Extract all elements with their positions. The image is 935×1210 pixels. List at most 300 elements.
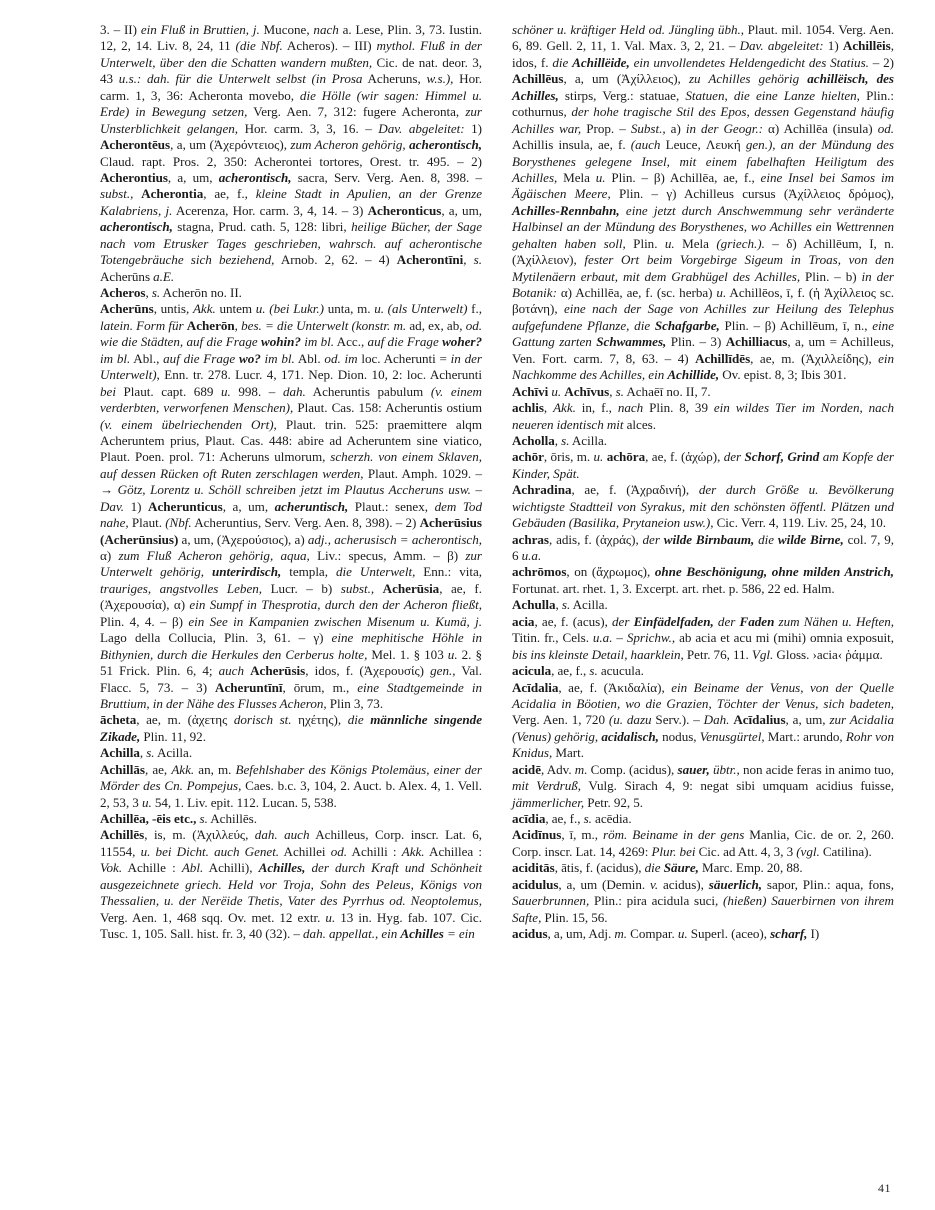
entry-text: wo? <box>238 350 261 366</box>
entry-text: a) <box>665 120 686 136</box>
entry-headword: Acherontīni <box>396 252 464 268</box>
entry-text: Acheruntius, Serv. Verg. Aen. 8, 398). – 2) <box>191 515 420 531</box>
entry-text: acidalisch, <box>601 728 659 744</box>
entry-text: , a, um, <box>167 169 219 185</box>
entry-headword: Acherūns <box>100 301 154 317</box>
entry-text: in der Botanik: <box>512 268 894 300</box>
entry-text: Plin. – γ) Achilleus cursus (Ἀχίλλειος δρόμος), <box>610 186 894 202</box>
entry-headword: achlis <box>512 400 544 416</box>
entry-text: wilde Birne, <box>777 531 844 547</box>
entry-text: scharf, <box>770 926 808 942</box>
entry-text: dem Tod nahe, <box>100 498 482 531</box>
entry-text: Manlia, Cic. de or. 2, 260. Corp. inscr. Lat. 14, 4269: <box>512 827 894 859</box>
entry-text: Achilleus, Corp. inscr. Lat. 6, 11554, <box>100 827 483 859</box>
entry-headword: achrōmos <box>512 564 567 580</box>
entry-text: u. <box>220 383 231 399</box>
entry-text: , ae, m. (ἀχετης <box>136 712 234 728</box>
entry-headword: Acholla <box>512 432 555 448</box>
entry-headword: Acidīnus <box>512 827 562 843</box>
entry-text: subst., <box>100 186 134 202</box>
entry-text: im bl. <box>260 350 295 366</box>
entry-text: u. (bei Lukr.) <box>255 301 325 317</box>
entry-text: Schorf, Grind <box>744 449 820 465</box>
dictionary-entry <box>512 449 894 482</box>
entry-text: Mart.: arundo, <box>764 728 846 744</box>
entry-text: u.a. – Sprichw., <box>592 630 676 646</box>
entry-text: der hohe tragische Stil des Epos, dessen Gegenstand häufig Achilles war, <box>512 104 894 136</box>
entry-text: , a, um (Ἀχίλλειος), <box>563 71 689 87</box>
entry-text: , ae, f., <box>203 186 256 202</box>
entry-text: auf die Frage <box>367 334 443 350</box>
entry-text: nodus, <box>658 728 700 744</box>
entry-headword: Achillēs <box>100 827 145 843</box>
entry-text: Plin. <box>625 235 665 251</box>
entry-text: schöner u. kräftiger Held od. Jüngling übh., <box>512 22 744 37</box>
left-text-column <box>100 22 482 943</box>
entry-text: , ae, f. (acus), <box>534 613 613 629</box>
entry-headword: Achilla <box>100 745 140 761</box>
entry-text: Verg. Aen. 1, 720 <box>512 712 609 728</box>
entry-text: Dah. <box>703 712 730 728</box>
entry-text: – 2) <box>868 54 895 70</box>
entry-headword: Acherōn <box>186 317 235 333</box>
entry-text: der <box>713 613 740 629</box>
entry-text: auch <box>218 663 244 679</box>
entry-text: , ōrum, m., <box>282 679 358 695</box>
entry-text: Faden <box>739 613 775 629</box>
entry-text: a. Lese, Plin. 3, 73. Iustin. 12, 2, 14. Liv. 8, 24, 11 <box>100 22 483 54</box>
entry-text: Plaut.: senex, <box>348 498 435 514</box>
entry-text: Befehlshaber des Königs Ptolemäus, einer der Mörder des Cn. Pompejus, <box>100 761 482 794</box>
entry-headword: Acheruntīnī <box>215 679 283 695</box>
entry-text: scherzh. von einem Sklaven, auf dessen Rücken oft Ruten zerschlagen werden, <box>100 449 483 481</box>
entry-text: Plin. – β) Achillēum, ī, n., <box>719 317 873 333</box>
entry-text: dah. auch <box>254 827 310 843</box>
entry-text: eine Stadtgemeinde in Bruttium, in der Nähe des Flusses Acheron, <box>100 679 482 711</box>
entry-text: Achillēos, ī, f. (ἡ Ἀχίλλειος sc. βοτάνη), <box>512 285 895 317</box>
entry-text: Plin. – β) Achillēa, ae, f., <box>605 169 761 185</box>
entry-text: , is, m. (Ἀχιλλεύς, <box>144 827 255 843</box>
entry-text: Achillëide, <box>572 54 630 70</box>
entry-headword: acicula <box>512 663 552 679</box>
entry-text: , ae, f. (Ἀκιδαλία), <box>558 679 672 695</box>
entry-text: u. <box>664 235 675 251</box>
entry-text: wilde Birnbaum, <box>663 531 755 547</box>
entry-text: kleine Stadt in Apulien, an der Grenze Kalabriens, j. <box>100 186 482 218</box>
entry-text: zu Achilles gehörig <box>688 71 808 87</box>
entry-text: s. <box>615 383 624 399</box>
entry-text: u. <box>141 794 152 810</box>
entry-text: Serv.). – <box>651 712 704 728</box>
entry-text: acēdia. <box>591 811 632 826</box>
entry-text: Arnob. 2, 62. – 4) <box>274 252 397 268</box>
entry-text: , a, um, <box>222 498 275 514</box>
entry-text: , a, um, <box>785 712 830 728</box>
entry-text: Mel. 1. § 103 <box>367 646 448 662</box>
entry-text: gen.), an der Mündung des Borysthenes gelegene Insel, mit einem fabelhaften Heiligtum des Achilles, <box>512 137 895 185</box>
entry-text: ohne Beschönigung, ohne milden Anstrich, <box>654 564 894 580</box>
entry-text: Lago della Collucia, Plin. 3, 61. – γ) <box>100 630 332 646</box>
entry-text: Plaut. capt. 689 <box>115 383 221 399</box>
entry-text <box>374 581 383 596</box>
entry-headword: Acīdalia <box>512 679 559 695</box>
entry-text: , ae, f. (Ἀχερουσία), α) <box>100 580 482 613</box>
entry-text: nach <box>617 400 644 416</box>
entry-text: Petr. 76, 11. <box>683 646 752 662</box>
entry-text: , <box>139 745 147 761</box>
dictionary-entry <box>512 482 894 531</box>
entry-headword: Acheronticus <box>367 202 442 218</box>
entry-text: Cic. ad Att. 4, 3, 3 <box>695 843 797 859</box>
entry-text: , <box>609 383 616 399</box>
entry-text: Caes. b.c. 3, 104, 2. Auct. b. Alex. 4, 1. Vell. 2, 53, 3 <box>100 778 482 810</box>
dictionary-entry <box>100 285 482 301</box>
entry-headword: achōr <box>512 449 544 465</box>
entry-text: Titin. fr., Cels. <box>512 630 593 646</box>
entry-text: Achillei <box>279 843 331 859</box>
entry-text: s. <box>589 663 598 679</box>
entry-text: , Adv. <box>541 761 575 777</box>
entry-headword: Achilliacus <box>725 334 788 350</box>
entry-text: ein Beiname der Venus, von der Quelle Acidalia in Böotien, wo die Grazien, Töchter der Venus, sich badeten, <box>512 679 894 711</box>
entry-text: Plaut. mil. 1054. Verg. Aen. 6, 89. Gell. 2, 11, 1. Val. Max. 3, 2, 21. – <box>512 22 894 54</box>
entry-text: woher? <box>442 334 482 350</box>
entry-text: acherontisch, <box>409 137 482 153</box>
dictionary-entry <box>512 827 894 860</box>
entry-headword: ācheta <box>100 712 137 728</box>
entry-text: zur Unsterblichkeit gelangen, <box>100 104 483 136</box>
entry-text: , ae, <box>144 761 172 777</box>
entry-text: Plin. – b) <box>800 268 862 284</box>
entry-text: Venusgürtel, <box>699 728 765 744</box>
entry-text: Achaēī no. II, 7. <box>623 383 711 399</box>
entry-text: Fortunat. art. rhet. 1, 3. Excerpt. art. rhet. p. 586, 22 ed. Halm. <box>512 580 835 596</box>
entry-text: Acheruntis pabulum <box>305 383 431 399</box>
entry-text: Achillide, <box>667 367 720 383</box>
entry-text: , <box>463 252 474 268</box>
entry-text: 13 in. Hyg. fab. 107. Cic. Tusc. 1, 105. Sall. hist. fr. 3, 40 (32). – <box>100 909 482 942</box>
entry-text: Acherōn no. II. <box>160 285 242 300</box>
entry-text: Hor. carm. 1, 3, 36: Acheronta movebo, <box>100 71 482 103</box>
entry-text: röm. Beiname in der gens <box>603 827 745 843</box>
entry-text: u. bei Dicht. auch Genet. <box>140 843 280 859</box>
dictionary-entry <box>512 22 894 384</box>
entry-text: Akk. <box>192 301 216 317</box>
entry-text: wohin? <box>261 334 301 350</box>
entry-text: , <box>555 597 562 613</box>
entry-text: achillëisch, des Achilles, <box>512 71 894 103</box>
entry-text: Achilli), <box>203 860 259 876</box>
entry-text: , Enn. tr. 278. Lucr. 4, 171. Nep. Dion. 10, 2: loc. Acherunti <box>156 367 482 383</box>
entry-text: übtr., <box>709 761 740 777</box>
entry-text: dah. <box>282 383 306 399</box>
entry-text: Schafgarbe, <box>654 317 720 333</box>
entry-text: loc. Acherunti = <box>357 350 451 366</box>
entry-text: Vgl. <box>751 646 774 662</box>
entry-text: Acherūns <box>100 268 154 284</box>
entry-headword: Acherūsius (Acherūnsius) <box>100 515 482 547</box>
entry-text: – δ) Achillēum, I, n. (Ἀχίλλειον), <box>512 235 894 268</box>
entry-text: jämmerlicher, <box>512 794 585 810</box>
entry-text: 3. – II) <box>100 22 141 37</box>
entry-text: acheruntisch, <box>274 498 349 514</box>
entry-text: nach <box>313 22 339 37</box>
two-column-layout <box>100 22 895 943</box>
entry-text: am Kopfe der Kinder, Spät. <box>512 449 894 481</box>
entry-text: Plin. – 3) <box>666 334 726 350</box>
dictionary-entry <box>100 827 482 942</box>
page-number: 41 <box>878 1181 891 1195</box>
entry-text: ein See in Kampanien zwischen Misenum u. Kumä, j. <box>188 613 482 629</box>
entry-text: , <box>145 285 152 300</box>
entry-text: , ōris, m. <box>543 449 594 465</box>
entry-text: ein wildes Tier im Norden, nach neueren identisch mit <box>512 400 894 432</box>
entry-text: in der Geogr.: <box>685 120 763 136</box>
entry-text: Vulg. Sirach 4, 9: negat sibi umquam acidius fuisse, <box>581 778 895 794</box>
dictionary-entry <box>512 926 894 942</box>
entry-text: (v. einem übelriechenden Ort), <box>100 416 277 432</box>
entry-text: der durch Kraft und Schönheit ausgezeichnete griech. Held vor Troja, Sohn des Peleus, Königs von Thessalien, u. der Nerëide Thetis, Vater des Pyrrhus od. Neoptolemus, <box>100 860 482 909</box>
entry-text: Catilina). <box>819 843 872 859</box>
entry-text: in, f., <box>575 400 618 416</box>
entry-text: u. <box>716 285 727 300</box>
entry-text: in der Unterwelt) <box>100 350 482 383</box>
entry-text: Plaut. Amph. 1029. – → <box>100 465 482 498</box>
entry-text: sapor, Plin.: aqua, fons, <box>762 876 894 892</box>
entry-text: Acerenza, Hor. carm. 3, 4, 14. – 3) <box>172 202 368 218</box>
entry-text: Mela <box>674 235 717 251</box>
entry-text: an, m. <box>194 761 236 777</box>
entry-headword: Acherūsia <box>382 580 440 596</box>
entry-text: (u. dazu <box>608 712 652 728</box>
entry-text: eine Insel bei Samos im Ägäischen Meere, <box>512 169 895 202</box>
entry-text: 54, 1. Liv. epit. 112. Lucan. 5, 538. <box>151 794 337 810</box>
entry-text: u. <box>551 383 562 399</box>
entry-text: Rohr von Knidus, <box>512 728 894 761</box>
entry-text: f., <box>467 301 483 317</box>
entry-text: , ae, m. (Ἀχιλλείδης), <box>750 350 879 366</box>
entry-text: , idos, f. <box>512 38 894 70</box>
entry-text: mit Verdruß, <box>512 778 582 794</box>
entry-text: die <box>347 712 371 728</box>
entry-text: (Nbf. <box>165 515 192 531</box>
entry-text: Achillea : <box>424 843 482 859</box>
entry-text: mythol. Fluß in der Unterwelt, über den die Schatten wandern mußten, <box>100 38 482 70</box>
entry-text: unterirdisch, <box>212 564 282 580</box>
entry-text: (die Nbf. <box>235 38 283 54</box>
entry-text: Leuce, Λευκή <box>660 137 746 153</box>
entry-text: Plaut. <box>128 515 166 531</box>
entry-text: u. <box>593 449 604 465</box>
entry-text: zum Fluß Acheron gehörig, aqua, <box>118 548 310 563</box>
entry-text: Claud. rapt. Pros. 2, 350: Acherontei tortores, Orest. tr. 495. – 2) <box>100 153 482 169</box>
entry-text: , a, um = Achilleus, Ven. Fort. carm. 7, 8, 63. – 4) <box>512 334 894 366</box>
entry-text: acidus), <box>658 876 709 892</box>
entry-text: eine jetzt durch Anschwemmung sehr veränderte Halbinsel an der Mündung des Borysthenes, wo Achilles ein Wettrennen gehalten haben soll, <box>512 202 894 251</box>
entry-text: (griech.). <box>716 235 765 251</box>
entry-text: Subst., <box>630 120 666 136</box>
entry-text: dah. appellat., ein <box>303 926 401 942</box>
entry-headword: acīdia <box>512 811 546 826</box>
entry-text: Abl., <box>130 350 164 366</box>
entry-text: Achille : <box>122 860 182 876</box>
entry-text: zum Acheron gehörig, <box>290 137 410 153</box>
entry-text: die <box>754 531 778 547</box>
entry-text: Enn.: vita, <box>415 564 482 580</box>
entry-text: Val. Flacc. 5, 73. – 3) <box>100 663 483 695</box>
entry-text: Achilles <box>400 926 444 942</box>
dictionary-entry <box>512 400 894 433</box>
entry-text: ein Fluß in Bruttien, j. <box>140 22 260 37</box>
dictionary-entry <box>100 762 482 811</box>
entry-text: stagna, Prud. cath. 5, 128: libri, <box>172 219 352 235</box>
entry-text: Achilli : <box>347 843 402 859</box>
entry-text: , on (ἄχρωμος), <box>566 564 655 580</box>
entry-text: der <box>642 531 664 547</box>
entry-text: zur Acidalia (Venus) gehörig, <box>512 712 894 744</box>
entry-text: Verg. Aen. 1, 468 sqq. Ov. met. 12 extr. <box>100 909 326 925</box>
entry-text: Verg. Aen. 7, 312: fugere Acheronta, <box>247 104 466 120</box>
entry-text: Achilles-Rennbahn, <box>512 202 620 218</box>
entry-headword: Achillās <box>100 761 145 777</box>
entry-text: männliche singende Zikade, <box>100 712 483 744</box>
entry-text: s. <box>561 597 571 613</box>
entry-text: u. <box>595 169 606 185</box>
entry-text: od. <box>877 120 895 136</box>
entry-text: heilige Bücher, der Sage nach vom Etrusker Tages geschrieben, wahrsch. auf acherontische Totengebräuche sich beziehend, <box>100 219 482 268</box>
entry-text: zum Nähen u. Heften, <box>774 613 895 629</box>
entry-text: Akk. <box>553 400 576 416</box>
entry-headword: Acherūsis <box>250 663 306 679</box>
entry-text: , a, um (Ἀχερόντειος), <box>170 137 291 153</box>
entry-text: Dav. abgeleitet: <box>739 38 824 54</box>
entry-text: bei <box>100 383 116 399</box>
entry-text: Prop. – <box>581 120 631 136</box>
entry-text: Mart. <box>552 745 584 761</box>
entry-text: ein Nachkomme des Achilles, ein <box>512 350 894 383</box>
entry-headword: aciditās <box>512 860 555 876</box>
entry-headword: Achillēus <box>512 71 564 87</box>
entry-text: u.a. <box>521 548 542 563</box>
entry-text: , bes. = die Unterwelt (konstr. m. <box>234 317 407 333</box>
entry-text: od. <box>330 843 348 859</box>
entry-text: Liv.: specus, Amm. – β) <box>309 548 466 563</box>
entry-text: I) <box>807 926 820 942</box>
entry-text: , ātis, f. (acidus), <box>554 860 645 876</box>
entry-text: , a, um, Adj. <box>547 926 615 942</box>
entry-text: die <box>552 54 573 70</box>
entry-text: Compar. <box>627 926 678 942</box>
entry-text: 2. § 51 Frick. Plin. 6, 4; <box>100 646 482 679</box>
entry-headword: Acheros <box>100 285 146 300</box>
entry-text: , ae, f. (Ἀχραδινή), <box>571 482 699 498</box>
entry-headword: achōra <box>606 449 646 465</box>
entry-text: Petr. 92, 5. <box>584 794 644 810</box>
entry-text: auf die Frage <box>163 350 239 366</box>
entry-text: s. <box>151 285 161 300</box>
dictionary-entry <box>512 762 894 811</box>
dictionary-entry <box>100 22 482 285</box>
dictionary-entry <box>512 532 894 565</box>
entry-headword: Acherontius <box>100 169 168 185</box>
entry-text: Plin. 4, 4. – β) <box>100 613 189 629</box>
dictionary-entry <box>100 745 482 761</box>
entry-text: u.s.: dah. für die Unterwelt selbst (in Prosa <box>118 71 363 87</box>
entry-text: eine Gattung zarten <box>512 317 894 350</box>
entry-text: non acide feras in animo tuo, <box>739 761 895 777</box>
entry-text: der <box>723 449 745 465</box>
entry-text: Akk. <box>171 761 195 777</box>
entry-text: Marc. Emp. 20, 88. <box>698 860 803 876</box>
entry-headword: Achillīdēs <box>695 350 751 366</box>
entry-text: (auch <box>630 137 661 153</box>
entry-text: , <box>554 432 562 448</box>
entry-text: (vgl. <box>796 843 820 859</box>
entry-text: , ī, m., <box>561 827 604 843</box>
entry-text: a.E. <box>153 268 175 284</box>
entry-text: alces. <box>623 416 656 432</box>
entry-text: Plin 3, 73. <box>326 695 384 711</box>
entry-text: im bl. <box>100 350 131 366</box>
entry-text: Säure, <box>663 860 699 876</box>
entry-text: , ae, f. (ἀχώρ), <box>645 449 724 465</box>
entry-text: säuerlich, <box>708 876 763 892</box>
entry-text: u. <box>677 926 688 942</box>
entry-text: Mela <box>557 169 596 185</box>
entry-text: dorisch st. <box>233 712 292 728</box>
entry-text: Comp. (acidus), <box>587 761 678 777</box>
entry-text: , <box>543 400 554 416</box>
entry-text: , idos, f. (Ἀχερουσίς) <box>305 663 431 679</box>
entry-text: trauriges, angstvolles Leben, <box>100 580 263 596</box>
entry-text: gen., <box>430 663 456 679</box>
entry-text: Abl. <box>294 350 325 366</box>
entry-text: 1) <box>124 498 149 514</box>
entry-text: sacra, Serv. Verg. Aen. 8, 398. – <box>291 169 482 185</box>
entry-text: od. im <box>324 350 358 366</box>
entry-text: α) <box>100 548 119 563</box>
dictionary-entry <box>512 680 894 762</box>
entry-text: , a, um (Demin. <box>558 876 651 892</box>
entry-text: Acheruns, <box>362 71 427 87</box>
entry-text: m. <box>614 926 628 942</box>
dictionary-entry <box>100 301 482 712</box>
entry-text: Mucone, <box>259 22 314 37</box>
right-text-column <box>512 22 894 943</box>
entry-text: Lucr. – b) <box>262 580 341 596</box>
entry-headword: Acherontēus <box>100 137 171 153</box>
entry-text: Schwammes, <box>596 334 667 350</box>
entry-text: Achilles, <box>258 860 306 876</box>
entry-text: Superl. (aceo), <box>687 926 771 942</box>
entry-text: , a, um, <box>441 202 483 218</box>
entry-text: u. <box>325 909 336 925</box>
entry-text: (v. einem verderbten, verworfenen Menschen), <box>100 383 482 416</box>
entry-headword: Achradina <box>512 482 572 498</box>
dictionary-entry <box>512 663 894 679</box>
entry-headword: acia <box>512 613 535 629</box>
entry-headword: acidē <box>512 761 541 777</box>
entry-text: acherontisch, <box>218 169 292 185</box>
entry-text: unta, m. <box>324 301 375 317</box>
entry-text: Cic. de nat. deor. 3, 43 <box>100 54 482 87</box>
entry-text: Ov. epist. 8, 3; Ibis 301. <box>719 367 847 383</box>
entry-text: untem <box>215 301 256 317</box>
entry-text: latein. Form für <box>100 317 187 333</box>
entry-text: Plin. 11, 92. <box>140 728 206 744</box>
entry-text: Dav. abgeleitet: <box>378 120 465 136</box>
dictionary-entry <box>512 877 894 926</box>
